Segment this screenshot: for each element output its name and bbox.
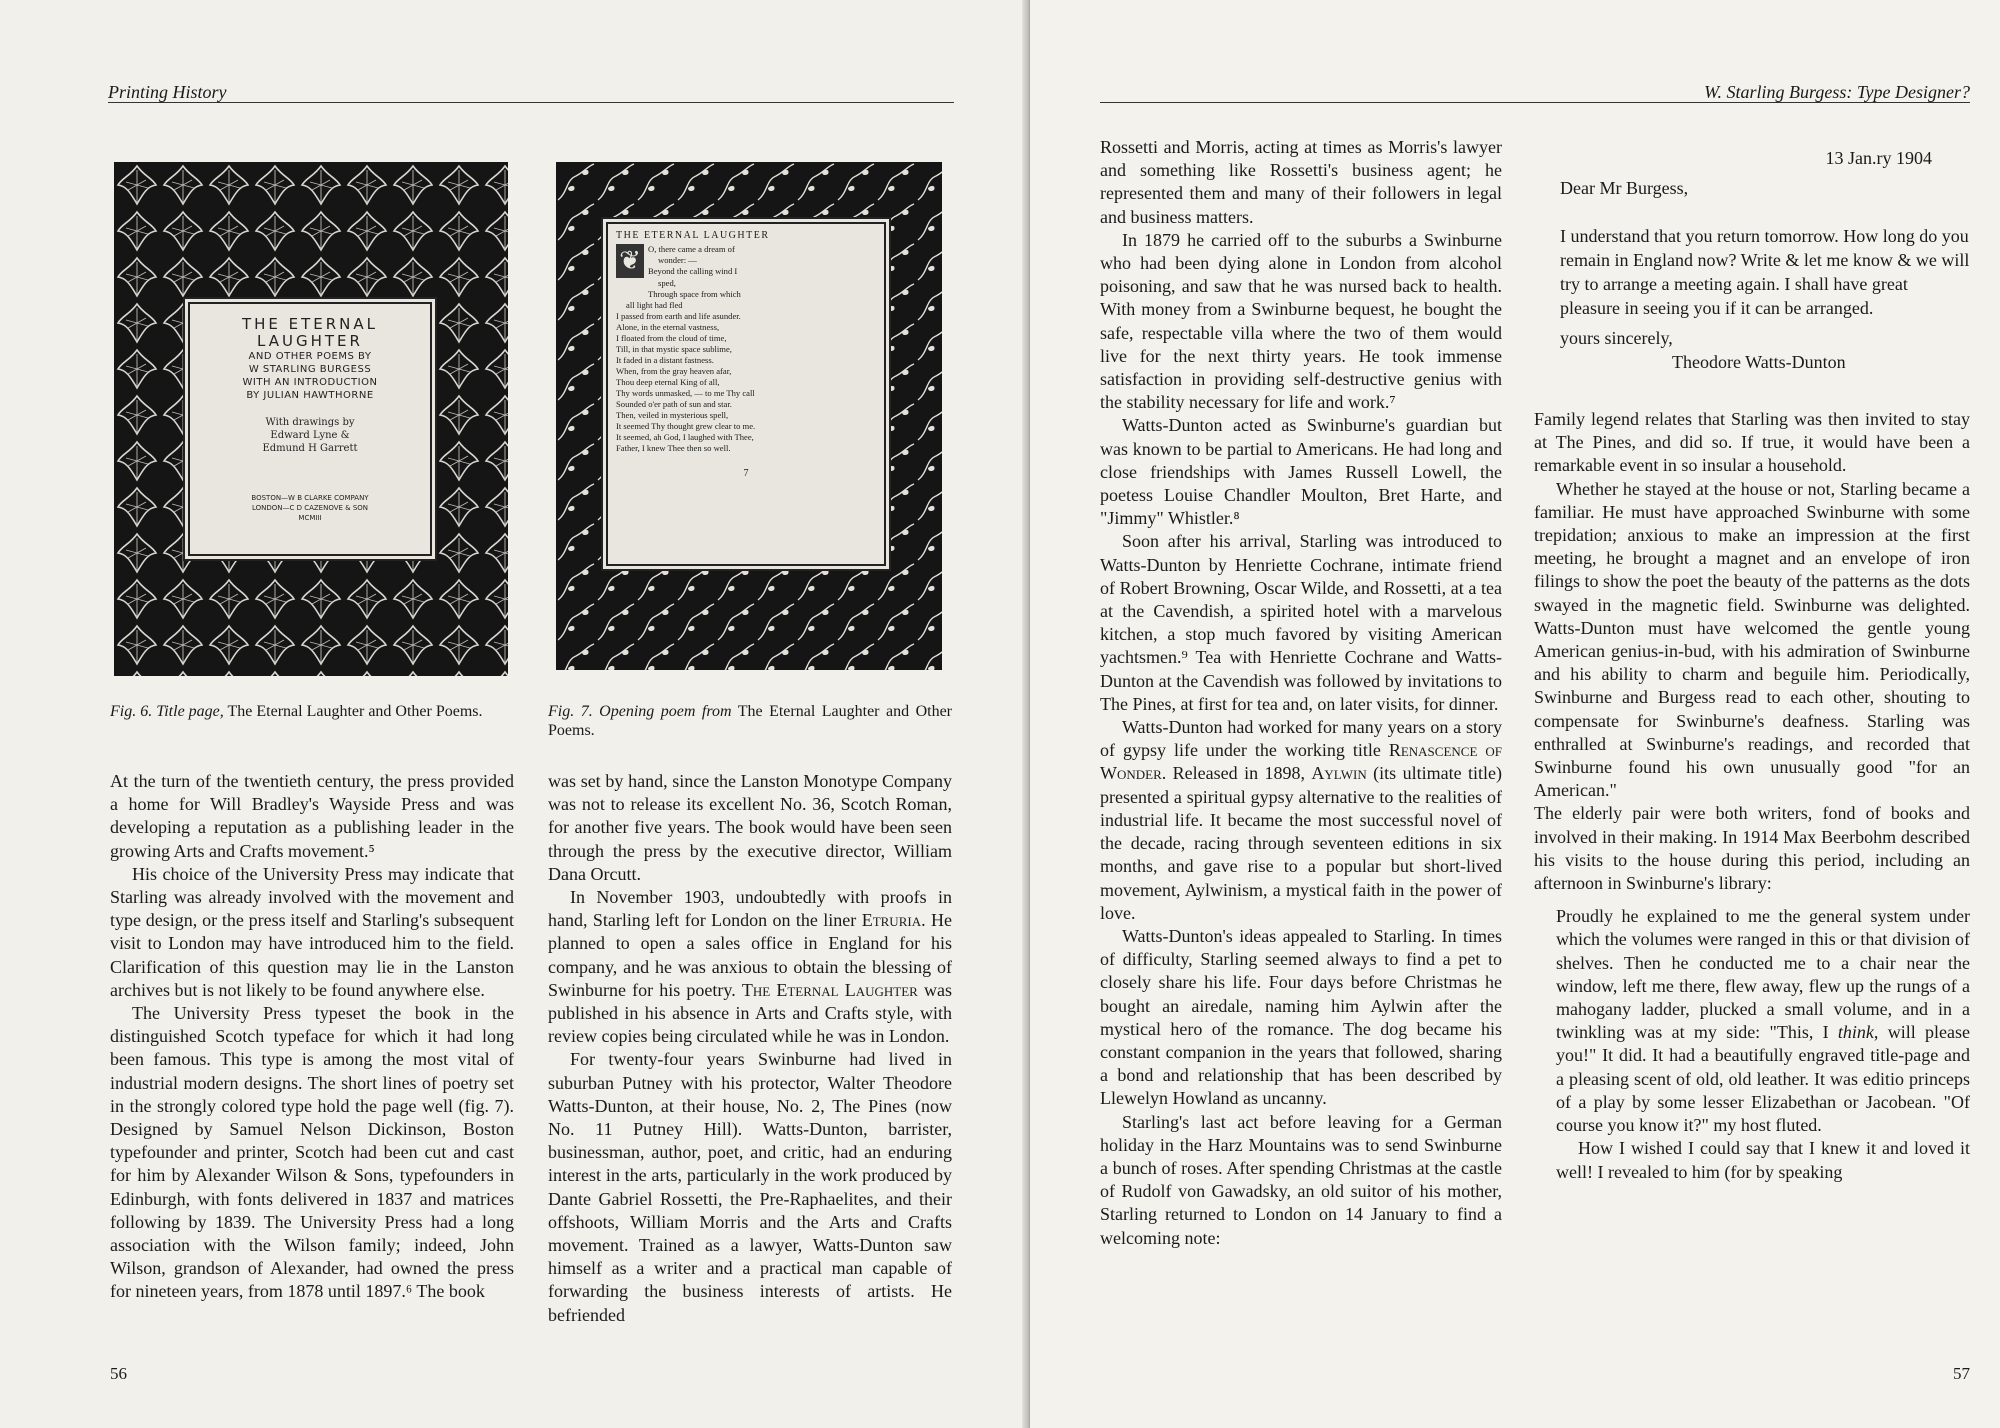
- poem-line: Thy words unmasked, — to me Thy call: [616, 388, 755, 398]
- poem-line: Alone, in the eternal vastness,: [616, 322, 720, 332]
- drop-cap-ornament: ❦: [616, 244, 644, 278]
- caption-label: Fig. 7. Opening poem from: [548, 703, 732, 720]
- poem-line: sped,: [658, 278, 676, 288]
- letter-closing: yours sincerely,: [1560, 328, 1673, 348]
- figure-6-caption: [110, 702, 514, 721]
- title-line: AND OTHER POEMS BY: [248, 351, 372, 362]
- right-page: [1030, 0, 2000, 1428]
- poem-line: I floated from the cloud of time,: [616, 333, 727, 343]
- poem-heading: THE ETERNAL LAUGHTER: [616, 230, 770, 241]
- letter-block: [1560, 146, 1972, 374]
- letter-salutation: Dear Mr Burgess,: [1560, 178, 1689, 198]
- title-line: LAUGHTER: [257, 332, 363, 350]
- book-title: Aylwin: [1311, 763, 1367, 784]
- paragraph: [548, 886, 952, 1048]
- paragraph: At the turn of the twentieth century, the press provided a home for Will Bradley's Wayside Press and was developing a reputation as a publishing leader in the growing Arts and Crafts movement.⁵: [110, 771, 514, 861]
- emphasis: think: [1837, 1022, 1874, 1043]
- title-line: THE ETERNAL: [241, 315, 379, 333]
- caption-text: The Eternal Laughter and Other Poems.: [227, 703, 483, 720]
- paragraph: The University Press typeset the book in the distinguished Scotch typeface for which it had long been famous. This type is among the most vital of industrial modern designs. The short lines of poetry set in the strongly colored type hold the page well (fig. 7). Designed by Samuel Nelson Dickinson, Boston typefounder and printer, Scotch had been cut and cast for him by Alexander Wilson & Sons, typefounders in Edinburgh, with fonts delivered in 1837 and matrices following by 1839. The University Press had a long association with the Wilson family; indeed, John Wilson, grandson of Alexander, had owned the press for nineteen years, from 1878 until 1897.⁶ The book: [110, 1003, 514, 1302]
- running-head-right: W. Starling Burgess: Type Designer?: [1704, 82, 1970, 102]
- text-run: Proudly he explained to me the general system under which the volumes were ranged in this or that division of shelves. Then he conducted me to a chair near the window, left me there, flew away, flew up the rungs of a mahogany ladder, plucked a small volume, and in a twinkling was at my side: "This, I: [1556, 906, 1970, 1043]
- poem-line: It faded in a distant fastness.: [616, 355, 714, 365]
- poem-line: It seemed Thy thought grew clear to me.: [616, 421, 756, 431]
- poem-page-number: 7: [743, 468, 749, 479]
- imprint-line: LONDON—C D CAZENOVE & SON: [251, 504, 369, 512]
- paragraph: In 1879 he carried off to the suburbs a Swinburne who had been dying alone in London from alcohol poisoning, and saw that he was nursed back to health. With money from a Swinburne bequest, he bought the safe, respectable villa where the two of them would live for the next thirty years. He took immense satisfaction in providing self-destructive genius with the stability necessary for life and work.⁷: [1100, 229, 1502, 413]
- poem-line: Through space from which: [648, 289, 741, 299]
- header-rule-left: [108, 102, 954, 103]
- poem-line: O, there came a dream of: [648, 244, 735, 254]
- poem-line: Till, in that mystic space sublime,: [616, 344, 732, 354]
- poem-line: It seemed, ah God, I laughed with Thee,: [616, 432, 754, 442]
- header-rule-right: [1100, 102, 1970, 103]
- paragraph: Watts-Dunton acted as Swinburne's guardian but was known to be partial to Americans. He had long and close friendships with James Russell Lowell, the poetess Louise Chandler Moulton, Bret Harte, and "Jimmy" Whistler.⁸: [1100, 415, 1502, 529]
- text-run: In November 1903, undoubtedly with proofs in hand, Starling left for London on the liner: [548, 887, 952, 931]
- quote-paragraph: [1556, 905, 1970, 1137]
- right-column-2: [1534, 408, 1970, 1184]
- letter-body: I understand that you return tomorrow. How long do you remain in England now? Write & let me know & we will try to arrange a meeting again. I shall have great pleasure in seeing you if it can be arranged.: [1560, 226, 1970, 318]
- paragraph: Starling's last act before leaving for a German holiday in the Harz Mountains was to send Swinburne a bunch of roses. After spending Christmas at the castle of Rudolf von Gawadsky, an old suitor of his mother, Starling returned to London on 14 January to find a welcoming note:: [1100, 1111, 1502, 1248]
- drawings-line: With drawings by: [265, 417, 355, 428]
- drawings-line: Edward Lyne &: [270, 430, 350, 441]
- text-run: . He planned to open a sales office in England for his company, and he was anxious to obtain the blessing of Swinburne for his poetry.: [548, 910, 952, 1000]
- paragraph: The elderly pair were both writers, fond of books and involved in their making. In 1914 Max Beerbohm described his visits to the house during this period, including an afternoon in Swinburne's library:: [1534, 803, 1970, 894]
- figure-7-caption: [548, 702, 952, 740]
- text-run: was published in his absence in Arts and Crafts style, with review copies being circulated while he was in London.: [548, 979, 952, 1047]
- poem-line: Father, I knew Thee then so well.: [616, 443, 731, 453]
- caption-label: Fig. 6. Title page,: [110, 703, 224, 720]
- left-column-2: [548, 770, 952, 1327]
- text-run: (its ultimate title) presented a spiritual gypsy alternative to the realities of industrial life. It became the most successful novel of the decade, racing through seventeen editions in six months, and gave rise to a popular but short-lived movement, Aylwinism, a mystical faith in the power of love.: [1100, 763, 1502, 923]
- caption-text: The Eternal Laughter and Other Poems.: [548, 703, 953, 739]
- text-run: Watts-Dunton had worked for many years on a story of gypsy life under the working title: [1100, 717, 1502, 761]
- ship-name: Etruria: [861, 910, 922, 931]
- paragraph: Whether he stayed at the house or not, Starling became a familiar. He must have approached Swinburne with some trepidation; anxious to make an impression at the first meeting, he brought a magnet and an envelope of iron filings to show the poet the beauty of the patterns as the dots swayed in the magnetic field. Swinburne was delighted. Watts-Dunton must have welcomed the gentle young American genius-in-bud, with his admiration of Swinburne and his ability to charm and beguile him. Periodically, Swinburne and Burgess read to each other, shouting to compensate for Swinburne's deafness. Starling was enthralled at Swinburne's readings, and recorded that Swinburne found his own unusually good "for an American.": [1534, 478, 1970, 801]
- page-number-left: 56: [110, 1364, 127, 1383]
- book-title: Renascence of Wonder: [1100, 740, 1502, 784]
- left-column-1: [110, 770, 514, 1304]
- title-line: W STARLING BURGESS: [248, 364, 372, 375]
- paragraph: His choice of the University Press may indicate that Starling was already involved with the movement and type design, or the press itself and Starling's subsequent visit to London may have introduced him to the field. Clarification of this question may lie in the Lanston archives but is not likely to be found anywhere else.: [110, 863, 514, 1000]
- paragraph: Family legend relates that Starling was then invited to stay at The Pines, and did so. If true, it would have been a remarkable event in so insular a household.: [1534, 409, 1970, 476]
- title-line: BY JULIAN HAWTHORNE: [246, 390, 374, 401]
- running-head-left: Printing History: [108, 82, 227, 102]
- imprint-line: BOSTON—W B CLARKE COMPANY: [251, 494, 369, 502]
- figure-7-image: [556, 162, 942, 670]
- poem-line: I passed from earth and life asunder.: [616, 311, 741, 321]
- block-quote: [1556, 905, 1970, 1183]
- book-title: The Eternal Laughter: [741, 979, 918, 1000]
- poem-line: Thou deep eternal King of all,: [616, 377, 720, 387]
- quote-paragraph: How I wished I could say that I knew it and loved it well! I revealed to him (for by speaking: [1556, 1138, 1970, 1182]
- imprint-line: MCMIII: [298, 514, 322, 522]
- paragraph: Watts-Dunton's ideas appealed to Starling. In times of difficulty, Starling seemed always to find a pet to closely share his life. Four days before Christmas he bought an airedale, naming him Aylwin after the mystical hero of the romance. The dog became his constant companion in the years that followed, sharing a bond and relationship that has been described by Llewelyn Howland as uncanny.: [1100, 925, 1502, 1109]
- text-run: , will please you!" It did. It had a beautifully engraved title-page and a pleasing scent of old, old leather. It was editio princeps of a play by some lesser Elizabethan or Jacobean. "Of course you know it?" my host fluted.: [1556, 1022, 1970, 1136]
- poem-line: all light had fled: [626, 300, 683, 310]
- page-number-right: 57: [1953, 1364, 1970, 1383]
- letter-signature: Theodore Watts-Dunton: [1672, 352, 1846, 372]
- paragraph: For twenty-four years Swinburne had lived in suburban Putney with his protector, Walter Theodore Watts-Dunton, at their house, No. 2, The Pines (now No. 11 Putney Hill). Watts-Dunton, barrister, businessman, author, poet, and critic, had an enduring interest in the arts, particularly in the work produced by Dante Gabriel Rossetti, the Pre-Raphaelites, and their offshoots, William Morris and the Arts and Crafts movement. Trained as a lawyer, Watts-Dunton saw himself as a writer and a practical man capable of forwarding the business interests of artists. He befriended: [548, 1049, 952, 1325]
- poem-line: When, from the gray heaven afar,: [616, 366, 732, 376]
- paragraph: [1100, 716, 1502, 925]
- text-run: . Released in 1898,: [1161, 763, 1312, 784]
- paragraph: Rossetti and Morris, acting at times as Morris's lawyer and something like Rossetti's business agent; he represented them and many of their followers in legal and business matters.: [1100, 137, 1502, 227]
- poem-line: Beyond the calling wind I: [648, 266, 738, 276]
- letter-date: 13 Jan.ry 1904: [1825, 148, 1932, 168]
- paragraph: was set by hand, since the Lanston Monotype Company was not to release its excellent No. 36, Scotch Roman, for another five years. The book would have been seen through the press by the executive director, William Dana Orcutt.: [548, 771, 952, 884]
- figure-6-image: [114, 162, 508, 676]
- drawings-line: Edmund H Garrett: [262, 443, 358, 454]
- title-line: WITH AN INTRODUCTION: [242, 377, 378, 388]
- poem-line: Sounded o'er path of sun and star.: [616, 399, 732, 409]
- title-page-panel: [188, 302, 432, 556]
- paragraph: Soon after his arrival, Starling was introduced to Watts-Dunton by Henriette Cochrane, intimate friend of Robert Browning, Oscar Wilde, and Rossetti, at a tea at the Cavendish, a spirited hotel with a marvelous kitchen, a stop much favored by visiting American yachtsmen.⁹ Tea with Henriette Cochrane and Watts-Dunton at the Cavendish was followed by invitations to The Pines, at first for tea and, on later visits, for dinner.: [1100, 531, 1502, 714]
- poem-line: Then, veiled in mysterious spell,: [616, 410, 729, 420]
- poem-panel: [606, 222, 886, 566]
- right-column-1: [1100, 136, 1502, 1250]
- poem-line: wonder: —: [658, 255, 697, 265]
